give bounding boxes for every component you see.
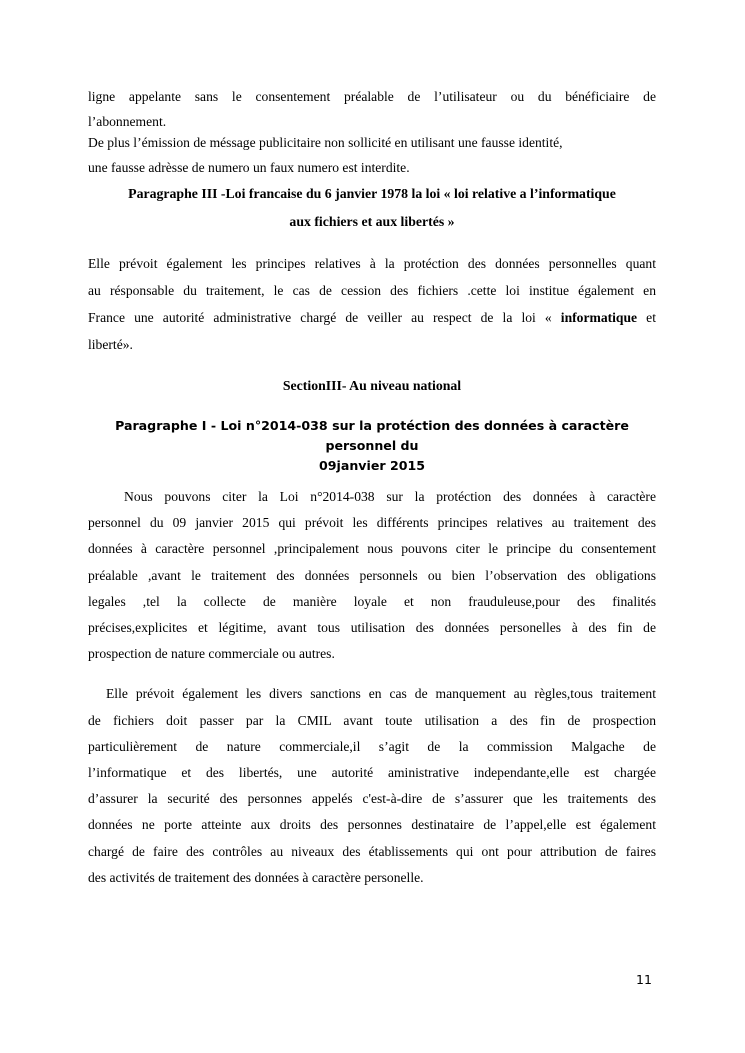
paragraph-sanctions-cmil [88, 681, 656, 891]
bold-term: informatique [560, 310, 638, 325]
text-line: données à caractère personnel ,principalement nous pouvons citer le principe du consentement [88, 541, 656, 557]
document-page [88, 84, 656, 891]
text-line: l’informatique et des libertés, une autorité aministrative independante,elle est chargée [88, 765, 656, 781]
text-line: Elle prévoit également les divers sanctions en cas de manquement au règles,tous traitement [106, 686, 656, 702]
text-line: au résponsable du traitement, le cas de cession des fichiers .cette loi institue également en [88, 283, 656, 298]
text-segment: France une autorité administrative chargé de veiller au respect de la loi « [88, 310, 561, 325]
text-line: ligne appelante sans le consentement préalable de l’utilisateur ou du bénéficiaire de [88, 89, 656, 104]
text-line: l’abonnement. [88, 114, 167, 129]
text-line: prospection de nature commerciale ou autres. [88, 646, 335, 662]
heading-line: 09janvier 2015 [318, 458, 426, 473]
text-line: particulièrement de nature commerciale,il s’agit de la commission Malgache de [88, 738, 656, 754]
text-line: Elle prévoit également les principes relatives à la protéction des données personnelles quant [88, 256, 656, 271]
text-line: de fichiers doit passer par la CMIL avant toute utilisation a des fin de prospection [88, 712, 656, 728]
text-line: personnel du 09 janvier 2015 qui prévoit les différents principes relatives au traitement des [88, 515, 656, 531]
paragraph-abonnement [88, 84, 656, 134]
heading-line: aux fichiers et aux libertés » [289, 214, 455, 229]
paragraph-loi-2014-038 [88, 484, 656, 667]
text-line: Nous pouvons citer la Loi n°2014-038 sur la protéction des données à caractère [124, 489, 656, 504]
text-line: d’assurer la securité des personnes appelés c'est-à-dire de s’assurer que les traitements des [88, 791, 656, 807]
heading-line: Paragraphe III -Loi francaise du 6 janvier 1978 la loi « loi relative a l’informatique [128, 186, 616, 201]
paragraph-loi-francaise [88, 250, 656, 358]
text-line: des activités de traitement des données à caractère personelle. [88, 869, 424, 885]
text-line: legales ,tel la collecte de manière loyale et non frauduleuse,pour des finalités [88, 593, 656, 609]
text-line [88, 304, 656, 331]
text-line: données ne porte atteinte aux droits des personnes destinataire de l’appel,elle est également [88, 817, 656, 833]
section-title: SectionIII- Au niveau national [282, 378, 462, 393]
text-line: préalable ,avant le traitement des données personnels ou bien l’observation des obligations [88, 567, 656, 583]
page-number: 11 [636, 972, 652, 987]
text-segment: et [637, 310, 656, 325]
text-line: chargé de faire des contrôles au niveaux des établissements qui ont pour attribution de faires [88, 843, 656, 859]
text-line: une fausse adrèsse de numero un faux numero est interdite. [88, 160, 410, 175]
text-line: précises,explicites et légitime, avant tous utilisation des données personelles à des fin de [88, 620, 656, 636]
paragraph-publicite [88, 130, 656, 180]
heading-line: Paragraphe I - Loi n°2014-038 sur la protéction des données à caractère personnel du [115, 418, 629, 453]
text-line: liberté». [88, 337, 133, 352]
heading-paragraphe-iii [88, 180, 656, 236]
heading-paragraphe-i [88, 416, 656, 476]
text-line: De plus l’émission de méssage publicitaire non sollicité en utilisant une fausse identité, [88, 135, 563, 150]
